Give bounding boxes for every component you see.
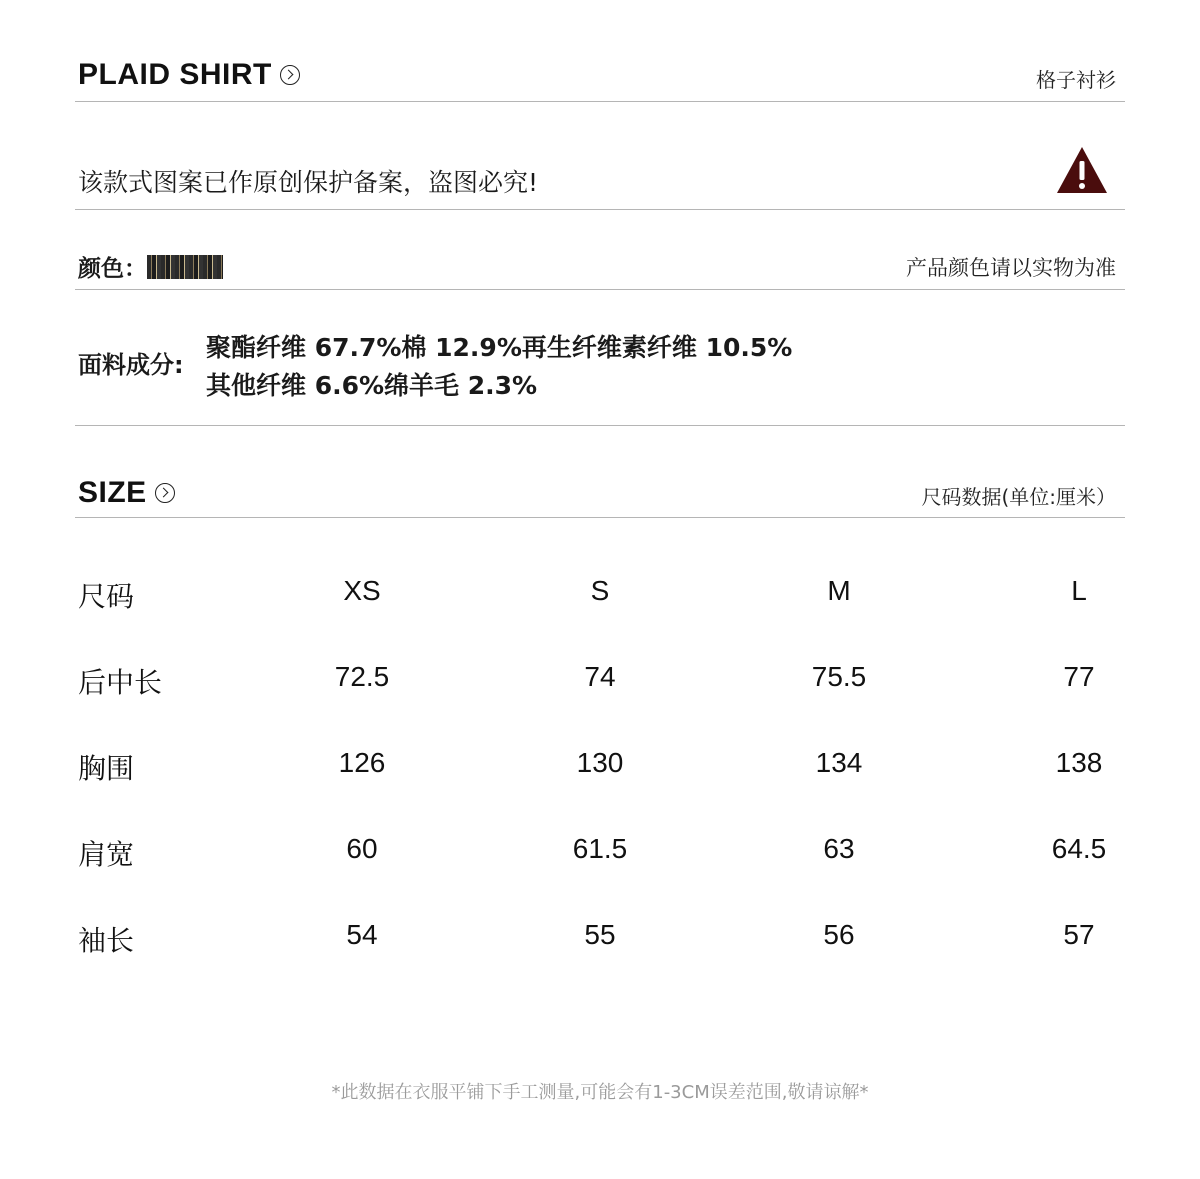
- table-cell: 74: [584, 661, 616, 692]
- color-row: [78, 250, 223, 283]
- table-cell: 63: [823, 833, 855, 864]
- measurement-footnote: *此数据在衣服平铺下手工测量,可能会有1-3CM误差范围,敬请谅解*: [331, 1082, 869, 1103]
- product-title-text: PLAID SHIRT: [78, 58, 272, 91]
- table-header-row: [78, 575, 1125, 661]
- table-cell: 77: [1063, 661, 1095, 692]
- table-cell: 130: [576, 747, 624, 778]
- size-header-s: S: [590, 575, 610, 606]
- size-title-text: SIZE: [78, 476, 147, 509]
- color-label: 颜色：: [78, 256, 147, 282]
- divider: [75, 289, 1125, 290]
- divider: [75, 517, 1125, 518]
- color-note: 产品颜色请以实物为准: [906, 256, 1116, 280]
- fabric-label: 面料成分:: [78, 351, 184, 379]
- table-cell: 60: [346, 833, 378, 864]
- divider: [75, 425, 1125, 426]
- table-row: [78, 661, 1125, 747]
- table-cell: 57: [1063, 919, 1095, 950]
- copyright-notice: 该款式图案已作原创保护备案，盗图必究!: [78, 168, 539, 197]
- fabric-line-1: 聚酯纤维 67.7%棉 12.9%再生纤维素纤维 10.5%: [206, 333, 793, 362]
- divider: [75, 209, 1125, 210]
- row-label: 尺码: [78, 580, 135, 613]
- chevron-right-circle-icon: [280, 65, 300, 85]
- size-unit-note: 尺码数据(单位:厘米）: [921, 485, 1116, 509]
- table-row: [78, 919, 1125, 1005]
- fabric-line-2: 其他纤维 6.6%绵羊毛 2.3%: [206, 371, 538, 400]
- size-table: [78, 575, 1125, 1005]
- chevron-right-circle-icon: [155, 483, 175, 503]
- table-row: [78, 833, 1125, 919]
- table-cell: 126: [338, 747, 386, 778]
- row-label: 后中长: [78, 666, 163, 699]
- divider: [75, 101, 1125, 102]
- product-subtitle: 格子衬衫: [1036, 68, 1116, 92]
- row-label: 袖长: [78, 924, 135, 957]
- table-cell: 54: [346, 919, 378, 950]
- color-swatch: [147, 255, 223, 279]
- size-header-m: M: [827, 575, 851, 606]
- table-cell: 138: [1055, 747, 1103, 778]
- table-cell: 134: [815, 747, 863, 778]
- table-row: [78, 747, 1125, 833]
- table-cell: 64.5: [1051, 833, 1107, 864]
- size-title: [78, 476, 175, 510]
- table-cell: 72.5: [334, 661, 390, 692]
- size-header-l: L: [1071, 575, 1087, 606]
- product-title: [78, 58, 300, 92]
- fabric-composition: [206, 329, 792, 405]
- table-cell: 56: [823, 919, 855, 950]
- table-cell: 75.5: [811, 661, 867, 692]
- table-cell: 55: [584, 919, 616, 950]
- size-header-xs: XS: [343, 575, 381, 606]
- table-cell: 61.5: [572, 833, 628, 864]
- row-label: 肩宽: [78, 838, 135, 871]
- row-label: 胸围: [78, 752, 135, 785]
- warning-icon: [1055, 145, 1109, 195]
